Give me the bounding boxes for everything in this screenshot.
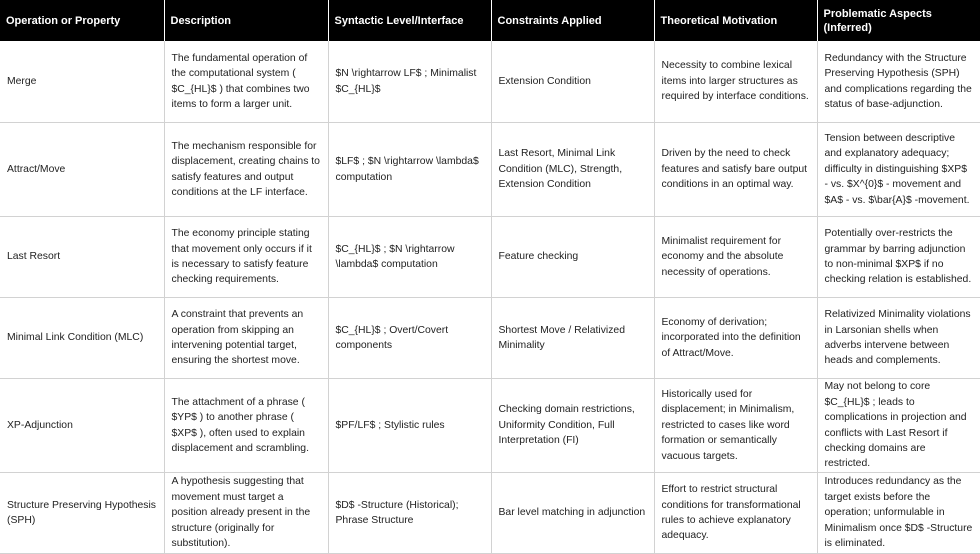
cell-problems: Relativized Minimality violations in Larsonian shells when adverbs intervene between heads and complements. bbox=[817, 298, 980, 379]
cell-description: The mechanism responsible for displacement, creating chains to satisfy features and output conditions at the LF interface. bbox=[164, 123, 328, 217]
cell-level: $C_{HL}$ ; $N \rightarrow \lambda$ computation bbox=[328, 217, 491, 298]
cell-motivation: Effort to restrict structural conditions for transformational rules to achieve explanatory adequacy. bbox=[654, 473, 817, 554]
column-header-problems: Problematic Aspects (Inferred) bbox=[817, 0, 980, 41]
cell-constraints: Shortest Move / Relativized Minimality bbox=[491, 298, 654, 379]
cell-constraints: Bar level matching in adjunction bbox=[491, 473, 654, 554]
column-header-level: Syntactic Level/Interface bbox=[328, 0, 491, 41]
cell-level: $D$ -Structure (Historical); Phrase Structure bbox=[328, 473, 491, 554]
cell-operation: Merge bbox=[0, 41, 164, 123]
cell-operation: Last Resort bbox=[0, 217, 164, 298]
cell-constraints: Extension Condition bbox=[491, 41, 654, 123]
table-row bbox=[0, 217, 980, 298]
cell-motivation: Driven by the need to check features and satisfy bare output conditions in an optimal way. bbox=[654, 123, 817, 217]
cell-problems: Potentially over-restricts the grammar by barring adjunction to non-minimal $XP$ if no checking relation is established. bbox=[817, 217, 980, 298]
cell-description: The fundamental operation of the computational system ( $C_{HL}$ ) that combines two items to form a larger unit. bbox=[164, 41, 328, 123]
cell-problems: Tension between descriptive and explanatory adequacy; difficulty in distinguishing $XP$ - vs. $X^{0}$ - movement and $A$ - vs. $\bar{A}$ -movement. bbox=[817, 123, 980, 217]
table-row bbox=[0, 379, 980, 473]
column-header-description: Description bbox=[164, 0, 328, 41]
header-row bbox=[0, 0, 980, 41]
cell-description: A constraint that prevents an operation from skipping an intervening potential target, ensuring the shortest move. bbox=[164, 298, 328, 379]
column-header-motivation: Theoretical Motivation bbox=[654, 0, 817, 41]
cell-motivation: Historically used for displacement; in Minimalism, restricted to cases like word formation or semantically vacuous targets. bbox=[654, 379, 817, 473]
table-row bbox=[0, 123, 980, 217]
cell-problems: May not belong to core $C_{HL}$ ; leads to complications in projection and conflicts with Last Resort if checking domains are restricted. bbox=[817, 379, 980, 473]
cell-level: $N \rightarrow LF$ ; Minimalist $C_{HL}$ bbox=[328, 41, 491, 123]
table-body bbox=[0, 41, 980, 554]
cell-problems: Redundancy with the Structure Preserving Hypothesis (SPH) and complications regarding the status of base-adjunction. bbox=[817, 41, 980, 123]
cell-description: The attachment of a phrase ( $YP$ ) to another phrase ( $XP$ ), often used to explain displacement and scrambling. bbox=[164, 379, 328, 473]
cell-level: $PF/LF$ ; Stylistic rules bbox=[328, 379, 491, 473]
cell-description: A hypothesis suggesting that movement must target a position already present in the structure (originally for substitution). bbox=[164, 473, 328, 554]
cell-constraints: Feature checking bbox=[491, 217, 654, 298]
cell-level: $C_{HL}$ ; Overt/Covert components bbox=[328, 298, 491, 379]
table-row bbox=[0, 41, 980, 123]
table-header bbox=[0, 0, 980, 41]
cell-operation: Attract/Move bbox=[0, 123, 164, 217]
column-header-constraints: Constraints Applied bbox=[491, 0, 654, 41]
cell-description: The economy principle stating that movement only occurs if it is necessary to satisfy feature checking requirements. bbox=[164, 217, 328, 298]
column-header-operation: Operation or Property bbox=[0, 0, 164, 41]
cell-operation: Structure Preserving Hypothesis (SPH) bbox=[0, 473, 164, 554]
cell-motivation: Minimalist requirement for economy and the absolute necessity of operations. bbox=[654, 217, 817, 298]
cell-operation: Minimal Link Condition (MLC) bbox=[0, 298, 164, 379]
cell-motivation: Necessity to combine lexical items into larger structures as required by interface conditions. bbox=[654, 41, 817, 123]
cell-constraints: Last Resort, Minimal Link Condition (MLC), Strength, Extension Condition bbox=[491, 123, 654, 217]
cell-level: $LF$ ; $N \rightarrow \lambda$ computation bbox=[328, 123, 491, 217]
cell-constraints: Checking domain restrictions, Uniformity Condition, Full Interpretation (FI) bbox=[491, 379, 654, 473]
table-row bbox=[0, 298, 980, 379]
table-row bbox=[0, 473, 980, 554]
cell-motivation: Economy of derivation; incorporated into the definition of Attract/Move. bbox=[654, 298, 817, 379]
cell-problems: Introduces redundancy as the target exists before the operation; unformulable in Minimalism once $D$ -Structure is eliminated. bbox=[817, 473, 980, 554]
cell-operation: XP-Adjunction bbox=[0, 379, 164, 473]
